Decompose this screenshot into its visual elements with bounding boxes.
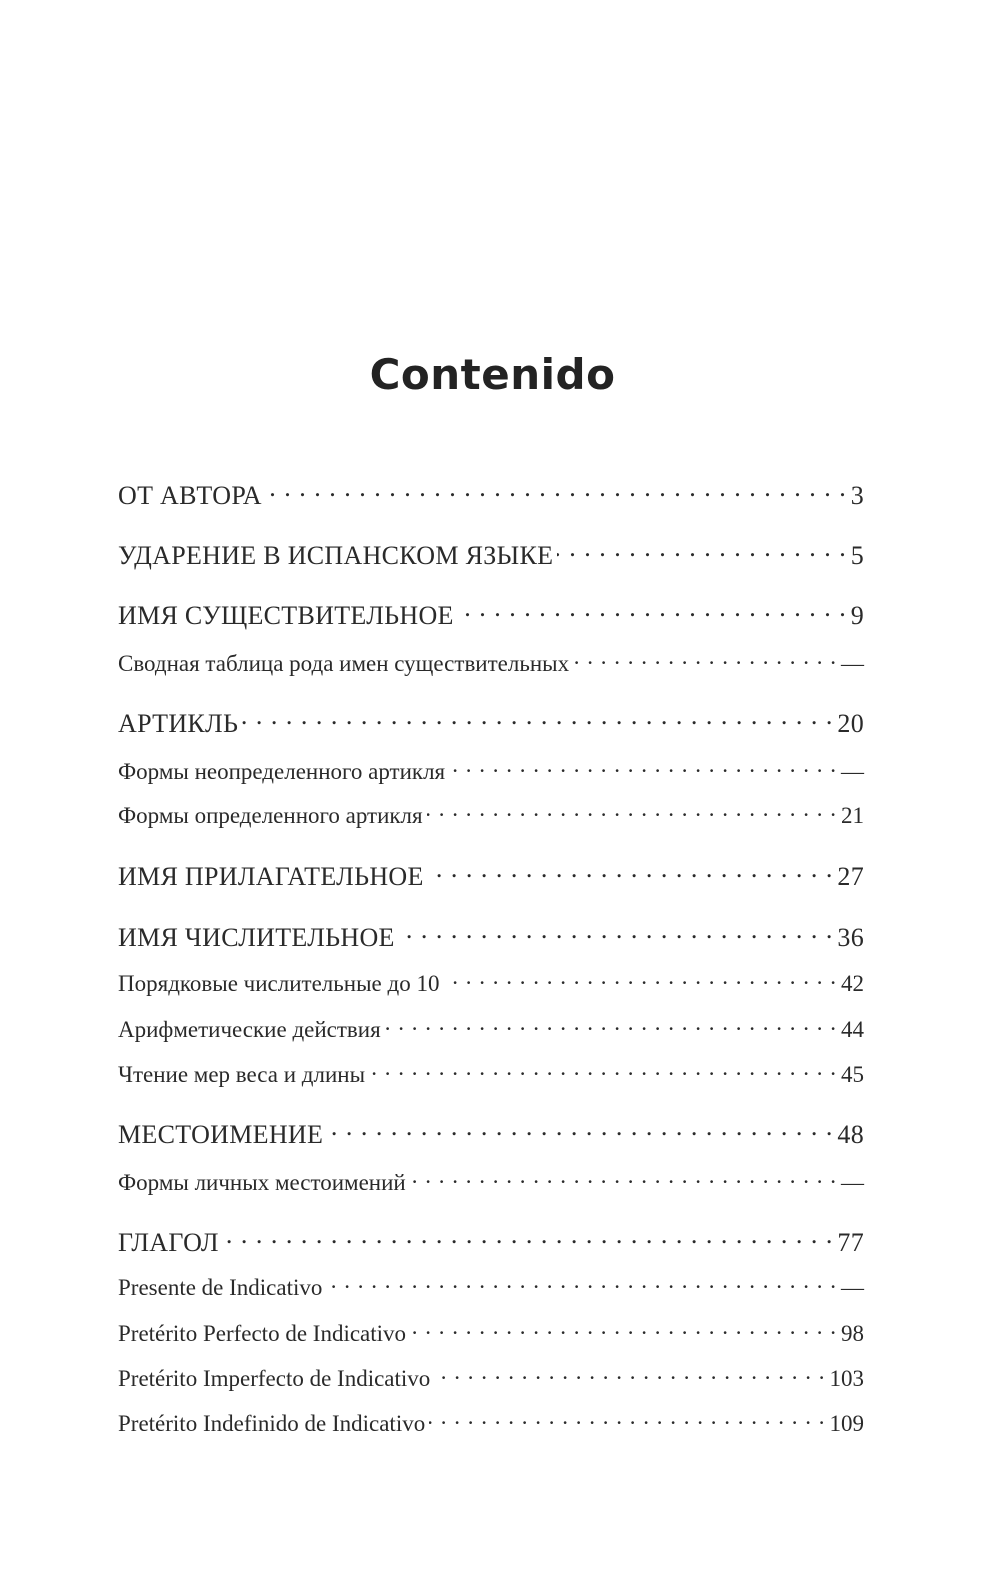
toc-entry: [118, 1363, 864, 1392]
dot-leader: [573, 648, 837, 671]
toc-entry: [118, 756, 864, 785]
toc-entry: [118, 1318, 864, 1347]
toc-entry: [118, 1408, 864, 1437]
toc-entry-page: 42: [841, 971, 864, 996]
toc-entry-page: —: [841, 1275, 864, 1300]
toc-entry-page: 103: [829, 1366, 864, 1391]
toc-entry-label: УДАРЕНИЕ В ИСПАНСКОМ ЯЗЫКЕ: [118, 541, 554, 570]
toc-entry-page: 3: [850, 481, 864, 510]
toc-entry-label: ГЛАГОЛ: [118, 1228, 219, 1257]
dot-leader: [458, 598, 847, 624]
toc-entry: [118, 598, 864, 631]
dot-leader: [223, 1225, 834, 1251]
toc-entry-label: ИМЯ ПРИЛАГАТЕЛЬНОЕ: [118, 862, 424, 891]
toc-entry-page: 21: [841, 803, 864, 828]
dot-leader: [369, 1059, 837, 1082]
toc-entry: [118, 968, 864, 997]
toc-entry-page: 48: [837, 1120, 864, 1149]
dot-leader: [427, 800, 837, 823]
toc-entry-page: 20: [837, 709, 864, 738]
dot-leader: [443, 968, 837, 991]
toc-entry-page: 45: [841, 1062, 864, 1087]
toc-entry-label: Арифметические действия: [118, 1017, 381, 1042]
toc-entry-label: Сводная таблица рода имен существительных: [118, 651, 570, 676]
dot-leader: [385, 1014, 837, 1037]
dot-leader: [399, 920, 834, 946]
dot-leader: [428, 859, 834, 885]
toc-entry-page: 77: [837, 1228, 864, 1257]
toc-entry-label: ОТ АВТОРА: [118, 481, 262, 510]
toc-entry: [118, 920, 864, 953]
toc-entry-page: 109: [829, 1411, 864, 1436]
dot-leader: [449, 756, 837, 779]
toc-entry-page: 98: [841, 1321, 864, 1346]
toc-entry-label: Чтение мер веса и длины: [118, 1062, 366, 1087]
toc-entry-page: 5: [850, 541, 864, 570]
dot-leader: [557, 538, 846, 564]
toc-entry: [118, 1059, 864, 1088]
dot-leader: [434, 1363, 825, 1386]
toc-entry-page: 44: [841, 1017, 864, 1042]
toc-entry-label: АРТИКЛЬ: [118, 709, 239, 738]
toc-entry-label: Pretérito Perfecto de Indicativo: [118, 1321, 407, 1346]
dot-leader: [410, 1167, 837, 1190]
toc-entry-page: —: [841, 651, 864, 676]
toc-entry: [118, 1272, 864, 1301]
dot-leader: [327, 1117, 833, 1143]
toc-entry-page: —: [841, 1170, 864, 1195]
toc-entry: [118, 538, 864, 571]
toc-entry: [118, 1225, 864, 1258]
toc-entry: [118, 1167, 864, 1196]
toc-entry: [118, 800, 864, 829]
toc-entry: [118, 478, 864, 511]
dot-leader: [410, 1318, 837, 1341]
dot-leader: [429, 1408, 825, 1431]
toc-entry-label: ИМЯ ЧИСЛИТЕЛЬНОЕ: [118, 923, 395, 952]
toc-entry-label: ИМЯ СУЩЕСТВИТЕЛЬНОЕ: [118, 601, 454, 630]
toc-entry: [118, 706, 864, 739]
toc-entry-label: Формы определенного артикля: [118, 803, 423, 828]
toc-entry-page: 27: [837, 862, 864, 891]
dot-leader: [326, 1272, 837, 1295]
toc-entry-label: Формы личных местоимений: [118, 1170, 406, 1195]
toc-entry-label: Порядковые числительные до 10: [118, 971, 440, 996]
toc-entry-label: Pretérito Imperfecto de Indicativo: [118, 1366, 431, 1391]
toc-entry: [118, 859, 864, 892]
toc-entry: [118, 648, 864, 677]
toc-entry: [118, 1117, 864, 1150]
toc-entry-label: МЕСТОИМЕНИЕ: [118, 1120, 324, 1149]
dot-leader: [242, 706, 833, 732]
toc-entry-page: 9: [850, 601, 864, 630]
page-title: Contenido: [369, 350, 616, 399]
toc-entry-label: Pretérito Indefinido de Indicativo: [118, 1411, 426, 1436]
toc-entry-page: —: [841, 759, 864, 784]
toc-entry-label: Формы неопределенного артикля: [118, 759, 446, 784]
toc-entry-page: 36: [837, 923, 864, 952]
toc-entry-label: Presente de Indicativo: [118, 1275, 323, 1300]
toc-entry: [118, 1014, 864, 1043]
dot-leader: [266, 478, 847, 504]
